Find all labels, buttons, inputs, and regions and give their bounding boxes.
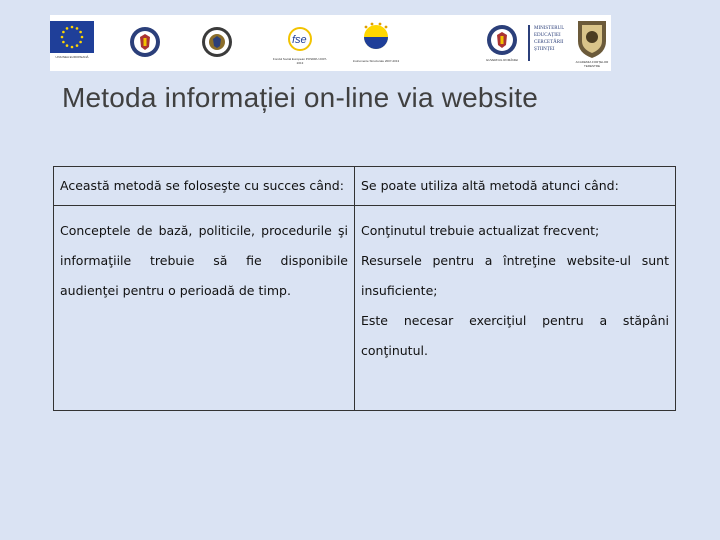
right-line: Conţinutul trebuie actualizat frecvent;	[361, 223, 600, 238]
academy-caption: ACADEMIA FORȚELOR TERESTRE	[575, 60, 609, 68]
ministry-crest-logo	[200, 25, 234, 59]
instruments-caption: Instrumente Structurale 2007-2013	[352, 59, 400, 63]
left-column-cell	[54, 206, 355, 411]
right-line: insuficiente;	[361, 283, 438, 298]
right-line: Resursele pentru a întreţine website-ul sunt	[361, 253, 669, 268]
government-crest-logo	[128, 25, 162, 59]
right-line: conţinutul.	[361, 343, 428, 358]
instruments-logo	[348, 21, 404, 69]
table-row	[54, 206, 676, 411]
svg-text:fse: fse	[292, 34, 307, 46]
table-header-row	[54, 167, 676, 206]
ministry-education-text: MINISTERUL EDUCAȚIEI CERCETĂRII ȘTIINȚEI	[534, 26, 565, 52]
comparison-table	[53, 166, 676, 411]
eu-flag-caption: UNIUNEA EUROPEANĂ	[55, 55, 89, 59]
romania-crest-logo	[484, 23, 520, 67]
left-column-header: Această metodă se foloseşte cu succes când:	[54, 167, 355, 206]
fse-logo	[272, 23, 328, 69]
academy-crest-logo	[574, 17, 610, 71]
right-column-header: Se poate utiliza altă metodă atunci când:	[355, 167, 676, 206]
right-column-cell	[355, 206, 676, 411]
slide-title: Metoda informației on-line via website	[62, 82, 539, 113]
left-line: informaţiile trebuie să fie disponibile	[60, 253, 348, 268]
left-line: Conceptele de bază, politicile, procedurile şi	[60, 223, 348, 238]
fse-caption: Fondul Social European POSDRU 2007-2013	[272, 57, 328, 65]
sponsor-logo-strip	[50, 15, 611, 71]
left-line: audienţei pentru o perioadă de timp.	[60, 283, 291, 298]
right-line: Este necesar exerciţiul pentru a stăpâni	[361, 313, 669, 328]
eu-flag-logo	[50, 21, 94, 61]
ministry-education-logo	[528, 25, 578, 61]
romania-crest-caption: GUVERNUL ROMÂNIEI	[485, 58, 519, 62]
